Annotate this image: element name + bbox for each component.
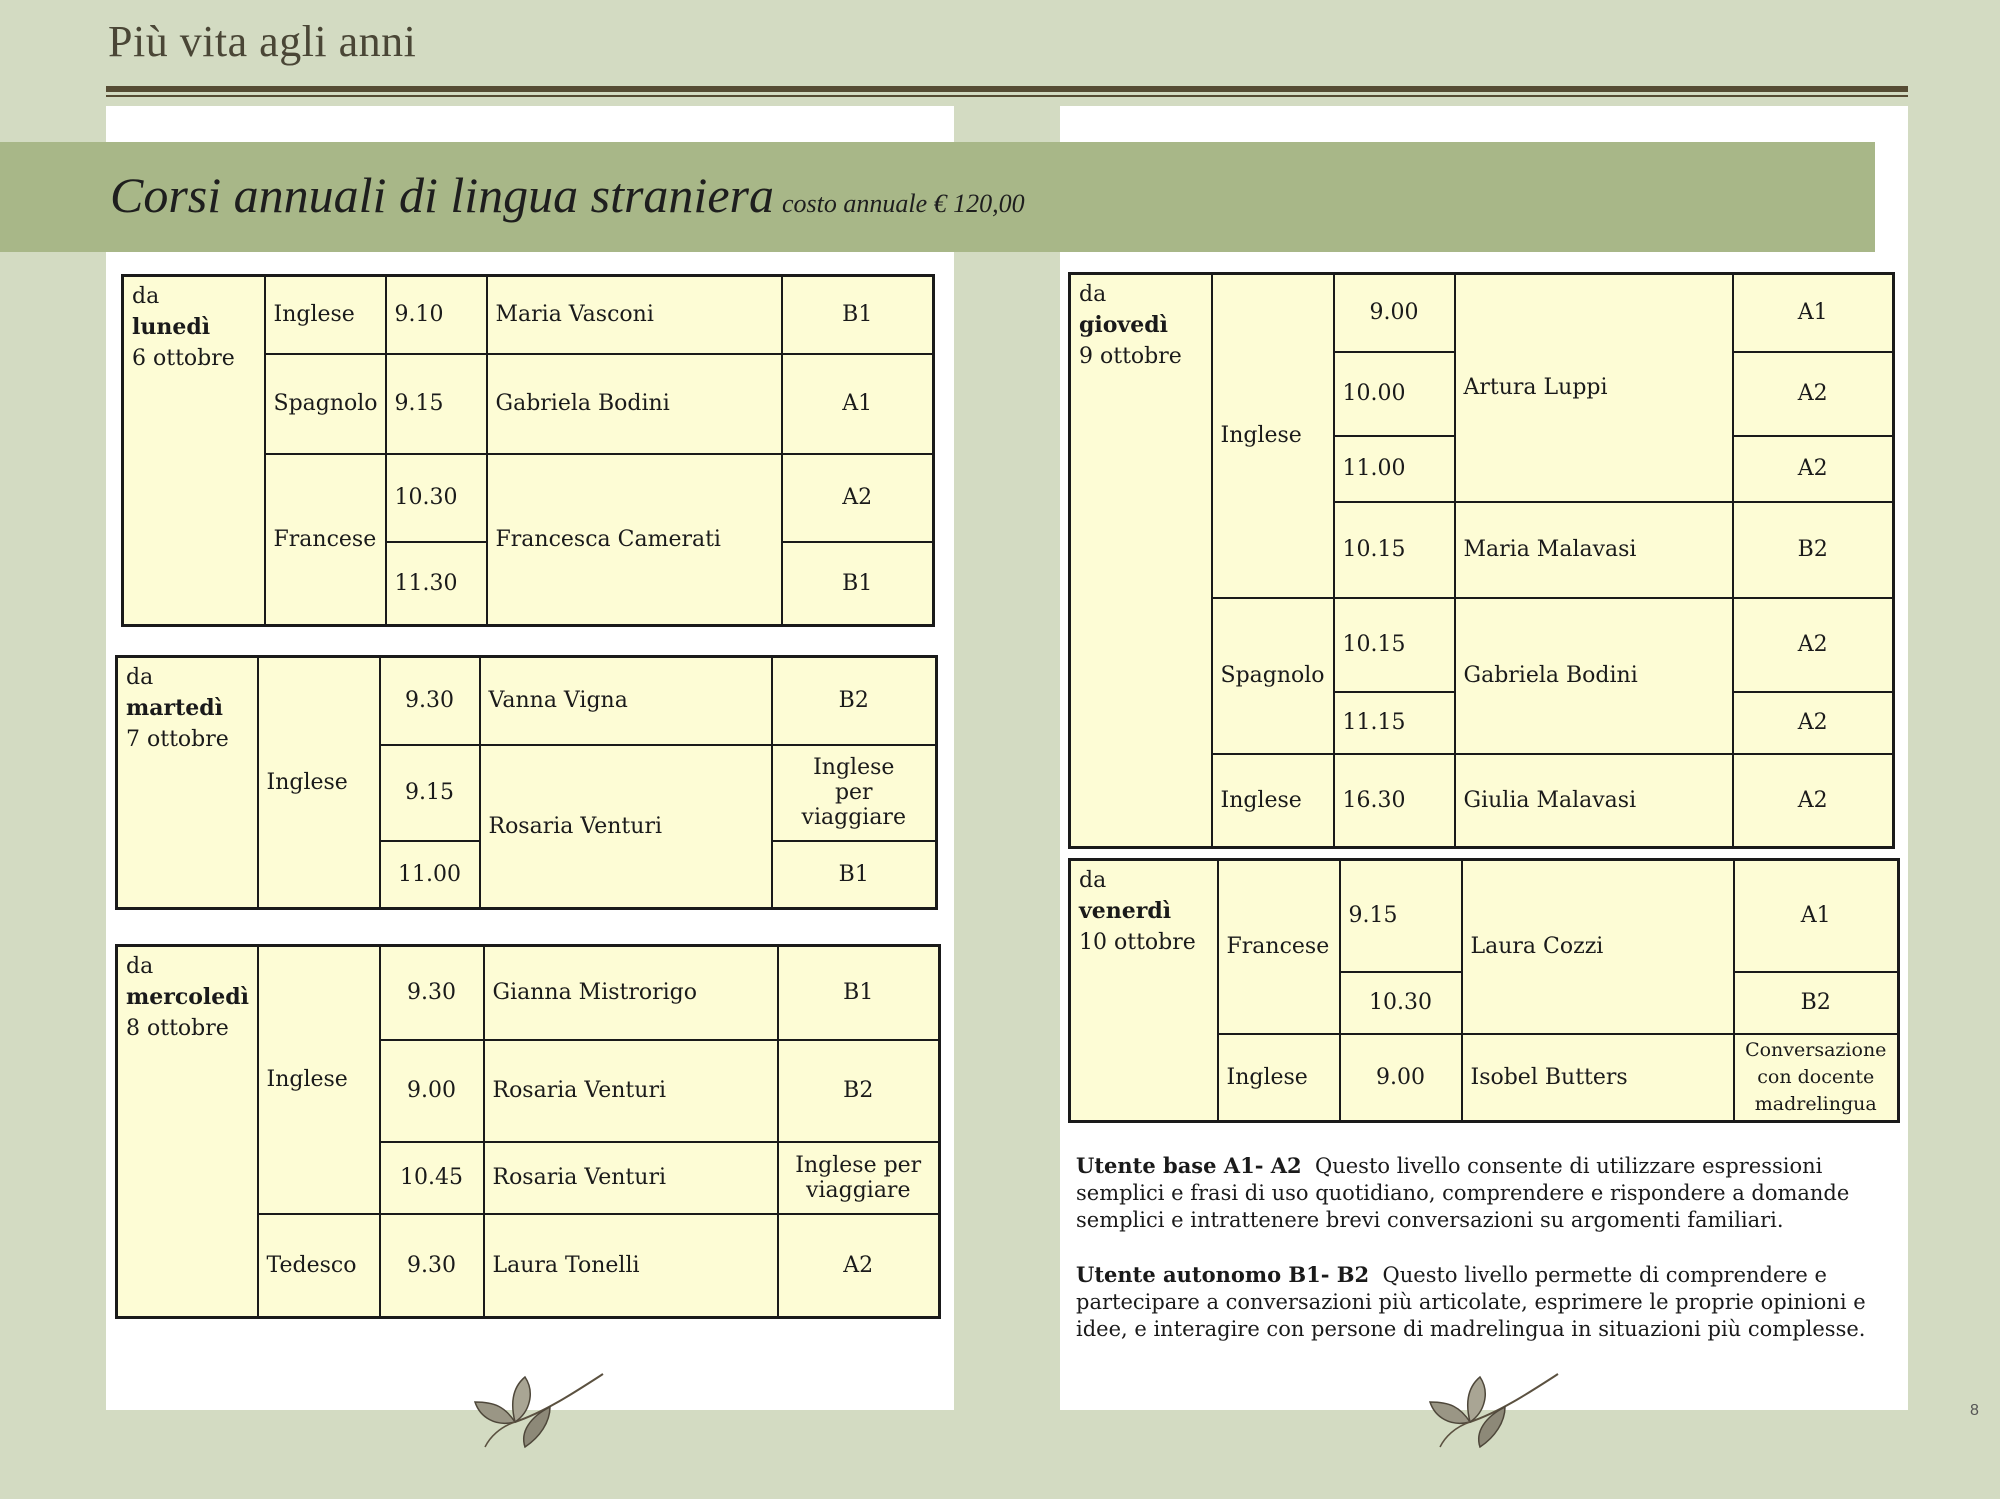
day-cell [117, 657, 258, 909]
level-cell: B1 [772, 841, 937, 909]
day-date: 8 ottobre [126, 1016, 229, 1041]
da-label: da [1079, 868, 1107, 893]
time-cell: 9.15 [386, 354, 487, 454]
teacher-cell: Francesca Camerati [487, 454, 782, 626]
language-cell: Inglese [1218, 1034, 1340, 1122]
day-date: 6 ottobre [132, 346, 235, 371]
time-cell: 11.00 [380, 841, 480, 909]
day-cell [1070, 274, 1212, 848]
time-cell: 11.00 [1334, 436, 1455, 502]
day-cell [123, 276, 265, 626]
level-line: per viaggiare [801, 780, 906, 830]
day-name: martedì [126, 695, 224, 721]
day-date: 10 ottobre [1079, 930, 1196, 955]
page-number: 8 [1970, 1402, 1979, 1419]
level-line: Conversazione [1745, 1038, 1887, 1061]
time-cell: 9.00 [1334, 274, 1455, 352]
time-cell: 9.30 [380, 946, 484, 1040]
banner-title-text: Corsi annuali di lingua straniera [110, 167, 774, 223]
ginkgo-leaf-icon [1410, 1362, 1560, 1452]
legend-auto-label: Utente autonomo B1- B2 [1076, 1262, 1370, 1287]
level-cell: A1 [1734, 860, 1899, 972]
time-cell: 9.30 [380, 657, 480, 745]
time-cell: 9.15 [380, 745, 480, 841]
language-cell: Spagnolo [265, 354, 386, 454]
day-cell [1070, 860, 1218, 1122]
level-cell: B1 [782, 542, 934, 626]
header-rule [106, 86, 1908, 92]
level-cell: B2 [772, 657, 937, 745]
teacher-cell: Rosaria Venturi [480, 745, 772, 909]
level-legend [1076, 1152, 1896, 1370]
time-cell: 10.15 [1334, 598, 1455, 692]
time-cell: 16.30 [1334, 754, 1455, 848]
teacher-cell: Laura Tonelli [484, 1214, 778, 1318]
language-cell: Inglese [265, 276, 386, 354]
teacher-cell: Rosaria Venturi [484, 1142, 778, 1214]
schedule-friday [1068, 858, 1900, 1123]
legend-auto-text: Questo livello permette di comprendere e partecipare a conversazioni più articolate, esprimere le proprie opinioni e idee, e interagire con persone di madrelingua in situazioni più complesse. [1076, 1263, 1866, 1341]
da-label: da [1079, 282, 1107, 307]
level-cell: B1 [778, 946, 940, 1040]
da-label: da [132, 284, 160, 309]
level-cell: B2 [1733, 502, 1894, 598]
language-cell: Inglese [258, 946, 380, 1214]
schedule-monday [121, 274, 935, 627]
time-cell: 10.45 [380, 1142, 484, 1214]
level-line: Inglese [813, 755, 895, 780]
legend-autonomo [1076, 1261, 1896, 1343]
day-name: mercoledì [126, 984, 250, 1010]
time-cell: 10.15 [1334, 502, 1455, 598]
level-cell: A2 [782, 454, 934, 542]
day-name: venerdì [1079, 898, 1172, 924]
time-cell: 9.00 [1340, 1034, 1462, 1122]
level-cell: A2 [1733, 692, 1894, 754]
time-cell: 9.00 [380, 1040, 484, 1142]
teacher-cell: Maria Malavasi [1455, 502, 1733, 598]
level-cell: B2 [778, 1040, 940, 1142]
teacher-cell: Laura Cozzi [1462, 860, 1734, 1034]
da-label: da [126, 665, 154, 690]
time-cell: 9.30 [380, 1214, 484, 1318]
teacher-cell: Artura Luppi [1455, 274, 1733, 502]
time-cell: 9.10 [386, 276, 487, 354]
day-date: 9 ottobre [1079, 344, 1182, 369]
level-cell: A2 [1733, 598, 1894, 692]
language-cell: Spagnolo [1212, 598, 1334, 754]
schedule-thursday [1068, 272, 1895, 849]
page-header-title: Più vita agli anni [108, 17, 417, 66]
teacher-cell: Isobel Butters [1462, 1034, 1734, 1122]
level-cell: A2 [1733, 352, 1894, 436]
level-cell [1734, 1034, 1899, 1122]
legend-base [1076, 1152, 1896, 1234]
level-line: madrelingua [1754, 1092, 1877, 1115]
teacher-cell: Rosaria Venturi [484, 1040, 778, 1142]
ginkgo-leaf-icon [455, 1362, 605, 1452]
day-name: giovedì [1079, 312, 1168, 338]
teacher-cell: Giulia Malavasi [1455, 754, 1733, 848]
time-cell: 9.15 [1340, 860, 1462, 972]
level-cell: A1 [782, 354, 934, 454]
legend-base-label: Utente base A1- A2 [1076, 1153, 1302, 1178]
level-line: viaggiare [806, 1177, 911, 1203]
time-cell: 10.30 [386, 454, 487, 542]
level-cell: A1 [1733, 274, 1894, 352]
day-cell [117, 946, 258, 1318]
teacher-cell: Maria Vasconi [487, 276, 782, 354]
section-banner [0, 142, 1875, 252]
day-name: lunedì [132, 314, 211, 340]
language-cell: Inglese [258, 657, 380, 909]
legend-base-text: Questo livello consente di utilizzare espressioni semplici e frasi di uso quotidiano, comprendere e rispondere a domande semplici e intrattenere brevi conversazioni su argomenti familiari. [1076, 1154, 1850, 1232]
section-title [110, 166, 1025, 224]
level-line: Inglese per [795, 1152, 922, 1178]
level-cell: B2 [1734, 972, 1899, 1034]
time-cell: 11.15 [1334, 692, 1455, 754]
schedule-wednesday [115, 944, 941, 1319]
level-cell: B1 [782, 276, 934, 354]
level-cell [778, 1142, 940, 1214]
da-label: da [126, 954, 154, 979]
level-cell: A2 [1733, 754, 1894, 848]
time-cell: 11.30 [386, 542, 487, 626]
day-date: 7 ottobre [126, 727, 229, 752]
header-rule-thin [106, 95, 1908, 97]
language-cell: Francese [1218, 860, 1340, 1034]
language-cell: Inglese [1212, 754, 1334, 848]
teacher-cell: Vanna Vigna [480, 657, 772, 745]
language-cell: Francese [265, 454, 386, 626]
language-cell: Tedesco [258, 1214, 380, 1318]
schedule-tuesday [115, 655, 938, 910]
banner-subtitle: costo annuale € 120,00 [781, 189, 1025, 218]
teacher-cell: Gianna Mistrorigo [484, 946, 778, 1040]
time-cell: 10.00 [1334, 352, 1455, 436]
teacher-cell: Gabriela Bodini [487, 354, 782, 454]
language-cell: Inglese [1212, 274, 1334, 598]
level-cell [772, 745, 937, 841]
time-cell: 10.30 [1340, 972, 1462, 1034]
level-cell: A2 [1733, 436, 1894, 502]
level-line: con docente [1757, 1065, 1875, 1088]
teacher-cell: Gabriela Bodini [1455, 598, 1733, 754]
level-cell: A2 [778, 1214, 940, 1318]
